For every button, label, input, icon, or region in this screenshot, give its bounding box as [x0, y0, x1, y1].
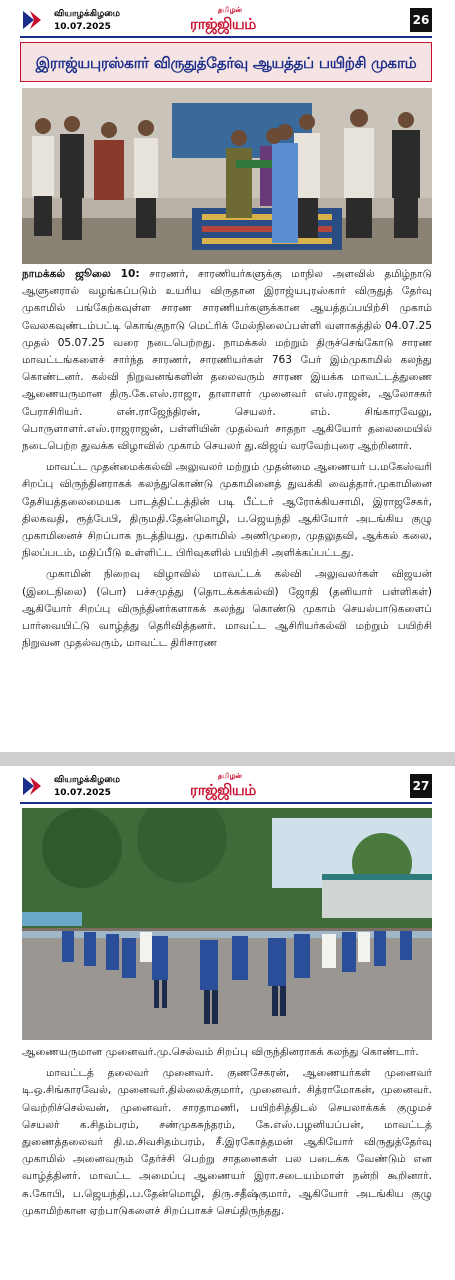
masthead-small: தமிழன்	[218, 772, 242, 780]
article-dateline: நாமக்கல் ஜூலை 10:	[22, 268, 140, 280]
article-paragraph	[22, 266, 432, 455]
newspaper-logo-icon	[20, 774, 44, 798]
header-divider	[20, 802, 432, 804]
article-paragraph: முகாமின் நிறைவு விழாவில் மாவட்டக் கல்வி அலுவலர்கள் விஜயன் (இடைநிலை) (பொ) பச்சமுத்து (தொடக்கக்கல்வி) ஜோதி (தனியார் பள்ளிகள்) ஆகியோர் சிறப்பு விருந்தினர்களாகக் கலந்து கொண்டு முகாம் செயல்பாடுகளைப் பார்வையிட்டு வாழ்த்து தெரிவித்தனர். மாவட்ட ஆசிரியர்கல்வி மற்றும் பயிற்சி நிறுவன முதல்வரும், மாவட்ட திரிசாரண	[22, 568, 432, 650]
header-divider	[20, 36, 432, 38]
article-body-page1	[22, 266, 432, 752]
issue-day: வியாழக்கிழமை	[54, 9, 121, 19]
article-paragraph: மாவட்ட முதன்மைக்கல்வி அலுவலர் மற்றும் முதன்மை ஆணையர் ப.மகேஸ்வரி சிறப்பு விருந்தினராகக் கலந்துகொண்டு முகாமினைத் துவக்கி வைத்தார்.முகாமினை தேசியத்தலைமையக பாடத்திட்டத்தின் படி பீட்டர் ஆரோக்கியசாமி, இராஜசேகர், திலகவதி, ரூத்பேபி, திருமதி.தேன்மொழி, ப.ஜெயந்தி ஆகியோர் அடங்கிய குழு முகாமினைச் சிறப்பாக நடத்தியது. முகாமில் அணிமுறை, முதலுதவி, ஆக்கல் கலை, நிலப்படம், மதிப்பீடு உள்ளிட்ட பிரிவுகளில் பயிற்சி அளிக்கப்பட்டது.	[22, 461, 432, 560]
masthead	[180, 6, 295, 36]
page-number: 26	[410, 8, 432, 32]
article-body-page2	[22, 1044, 432, 1276]
event-photo-drill	[22, 808, 432, 1040]
article-paragraph-text: சாரணர், சாரணியர்களுக்கு மாநில அளவில் தமிழ்நாடு ஆளுனரால் வழங்கப்படும் உயரிய விருதான இராஜ்யபுரஸ்கார் விருதுத் தேர்வு முகாமில் பங்கேற்கவுள்ள சாரண சாரணியர்களுக்கான ஆயத்தப்பயிற்சி முகாம் வேலகவுண்டம்பட்டி கொங்குநாடு மெட்ரிக் மேல்நிலைப்பள்ளி வளாகத்தில் 04.07.25 முதல் 05.07.25 வரை நடைபெற்றது. நாமக்கல் மற்றும் திருச்செங்கோடு சாரண மாவட்டங்களைச் சார்ந்த சாரணர், சாரணியர்கள் 763 பேர் இம்முகாமில் கலந்து கொண்டனர். கல்வி நிறுவனங்களின் தலைவரும் சாரண இயக்க மாவட்டத்துணை ஆணையருமான திரு.கே.எஸ்.ராஜா, தாளாளர் முனைவர் எஸ்.ராஜன், ஆலோசகர் பேராசிரியர். என்.ராஜேந்திரன், செயலர். எம். சிங்காரவேலு, பொருளாளர்.எஸ்.ராஜராஜன், பள்ளியின் முதல்வர் சாதநா ஆகியோர் தலைமையில் நடைபெற்ற துவக்க விழாவில் முகாம் செயலர் து.விஜய் வரவேற்புரை ஆற்றினார்.	[22, 268, 432, 453]
page-gap	[0, 752, 455, 766]
masthead	[180, 772, 295, 802]
page-number: 27	[410, 774, 432, 798]
article-paragraph: ஆணையருமான முனைவர்.மு.செல்வம் சிறப்பு விருந்தினராகக் கலந்து கொண்டார்.	[22, 1046, 419, 1058]
issue-date: 10.07.2025	[54, 788, 111, 798]
headline: இராஜ்யபுரஸ்கார் விருதுத்தேர்வு ஆயத்தப் பயிற்சி முகாம்	[20, 42, 432, 82]
page-header	[20, 6, 432, 36]
masthead-small: தமிழன்	[218, 6, 242, 14]
masthead-title: ராஜ்ஜியம்	[190, 781, 256, 799]
masthead-title: ராஜ்ஜியம்	[190, 15, 256, 33]
issue-day: வியாழக்கிழமை	[54, 775, 121, 785]
article-paragraph: மாவட்டத் தலைவர் முனைவர். குணசேகரன், ஆணையர்கள் முனைவர் டி.ஒ.சிங்காரவேல், முனைவர்.தில்லைக்குமார், முனைவர். சித்ராமோகன், முனைவர். வெற்றிச்செல்வன், முனைவர். சாரதாமணி, பயிற்சித்திடல் செயலாக்கக் குழுமச் செயலர் க.சிதம்பரம், சண்முகசுந்தரம், கே.எஸ்.பழனியப்பன், மாவட்டத் துணைத்தலைவர் தி.ம.சிவசிதம்பரம், சீ.இரகோத்தமன் ஆகியோர் விருதுத்தேர்வு முகாமில் அனைவரும் தேர்ச்சி பெற்று சாதனைகள் பல படைக்க வேண்டும் என வாழ்த்தினர். மாவட்ட அமைப்பு ஆணையர் இரா.சடையம்மாள் நன்றி கூறினார். சு.கோபி, ப.ஜெயந்தி,.ப.தேன்மொழி, திரு.சதீஷ்குமார், ஆகியோர் அடங்கிய குழு முகாமிற்கான ஏற்பாடுகளைச் சிறப்பாகச் செய்திருந்தது.	[22, 1067, 432, 1217]
newspaper-logo-icon	[20, 8, 44, 32]
issue-date: 10.07.2025	[54, 22, 111, 32]
page-header	[20, 772, 432, 802]
event-photo-stage	[22, 88, 432, 264]
